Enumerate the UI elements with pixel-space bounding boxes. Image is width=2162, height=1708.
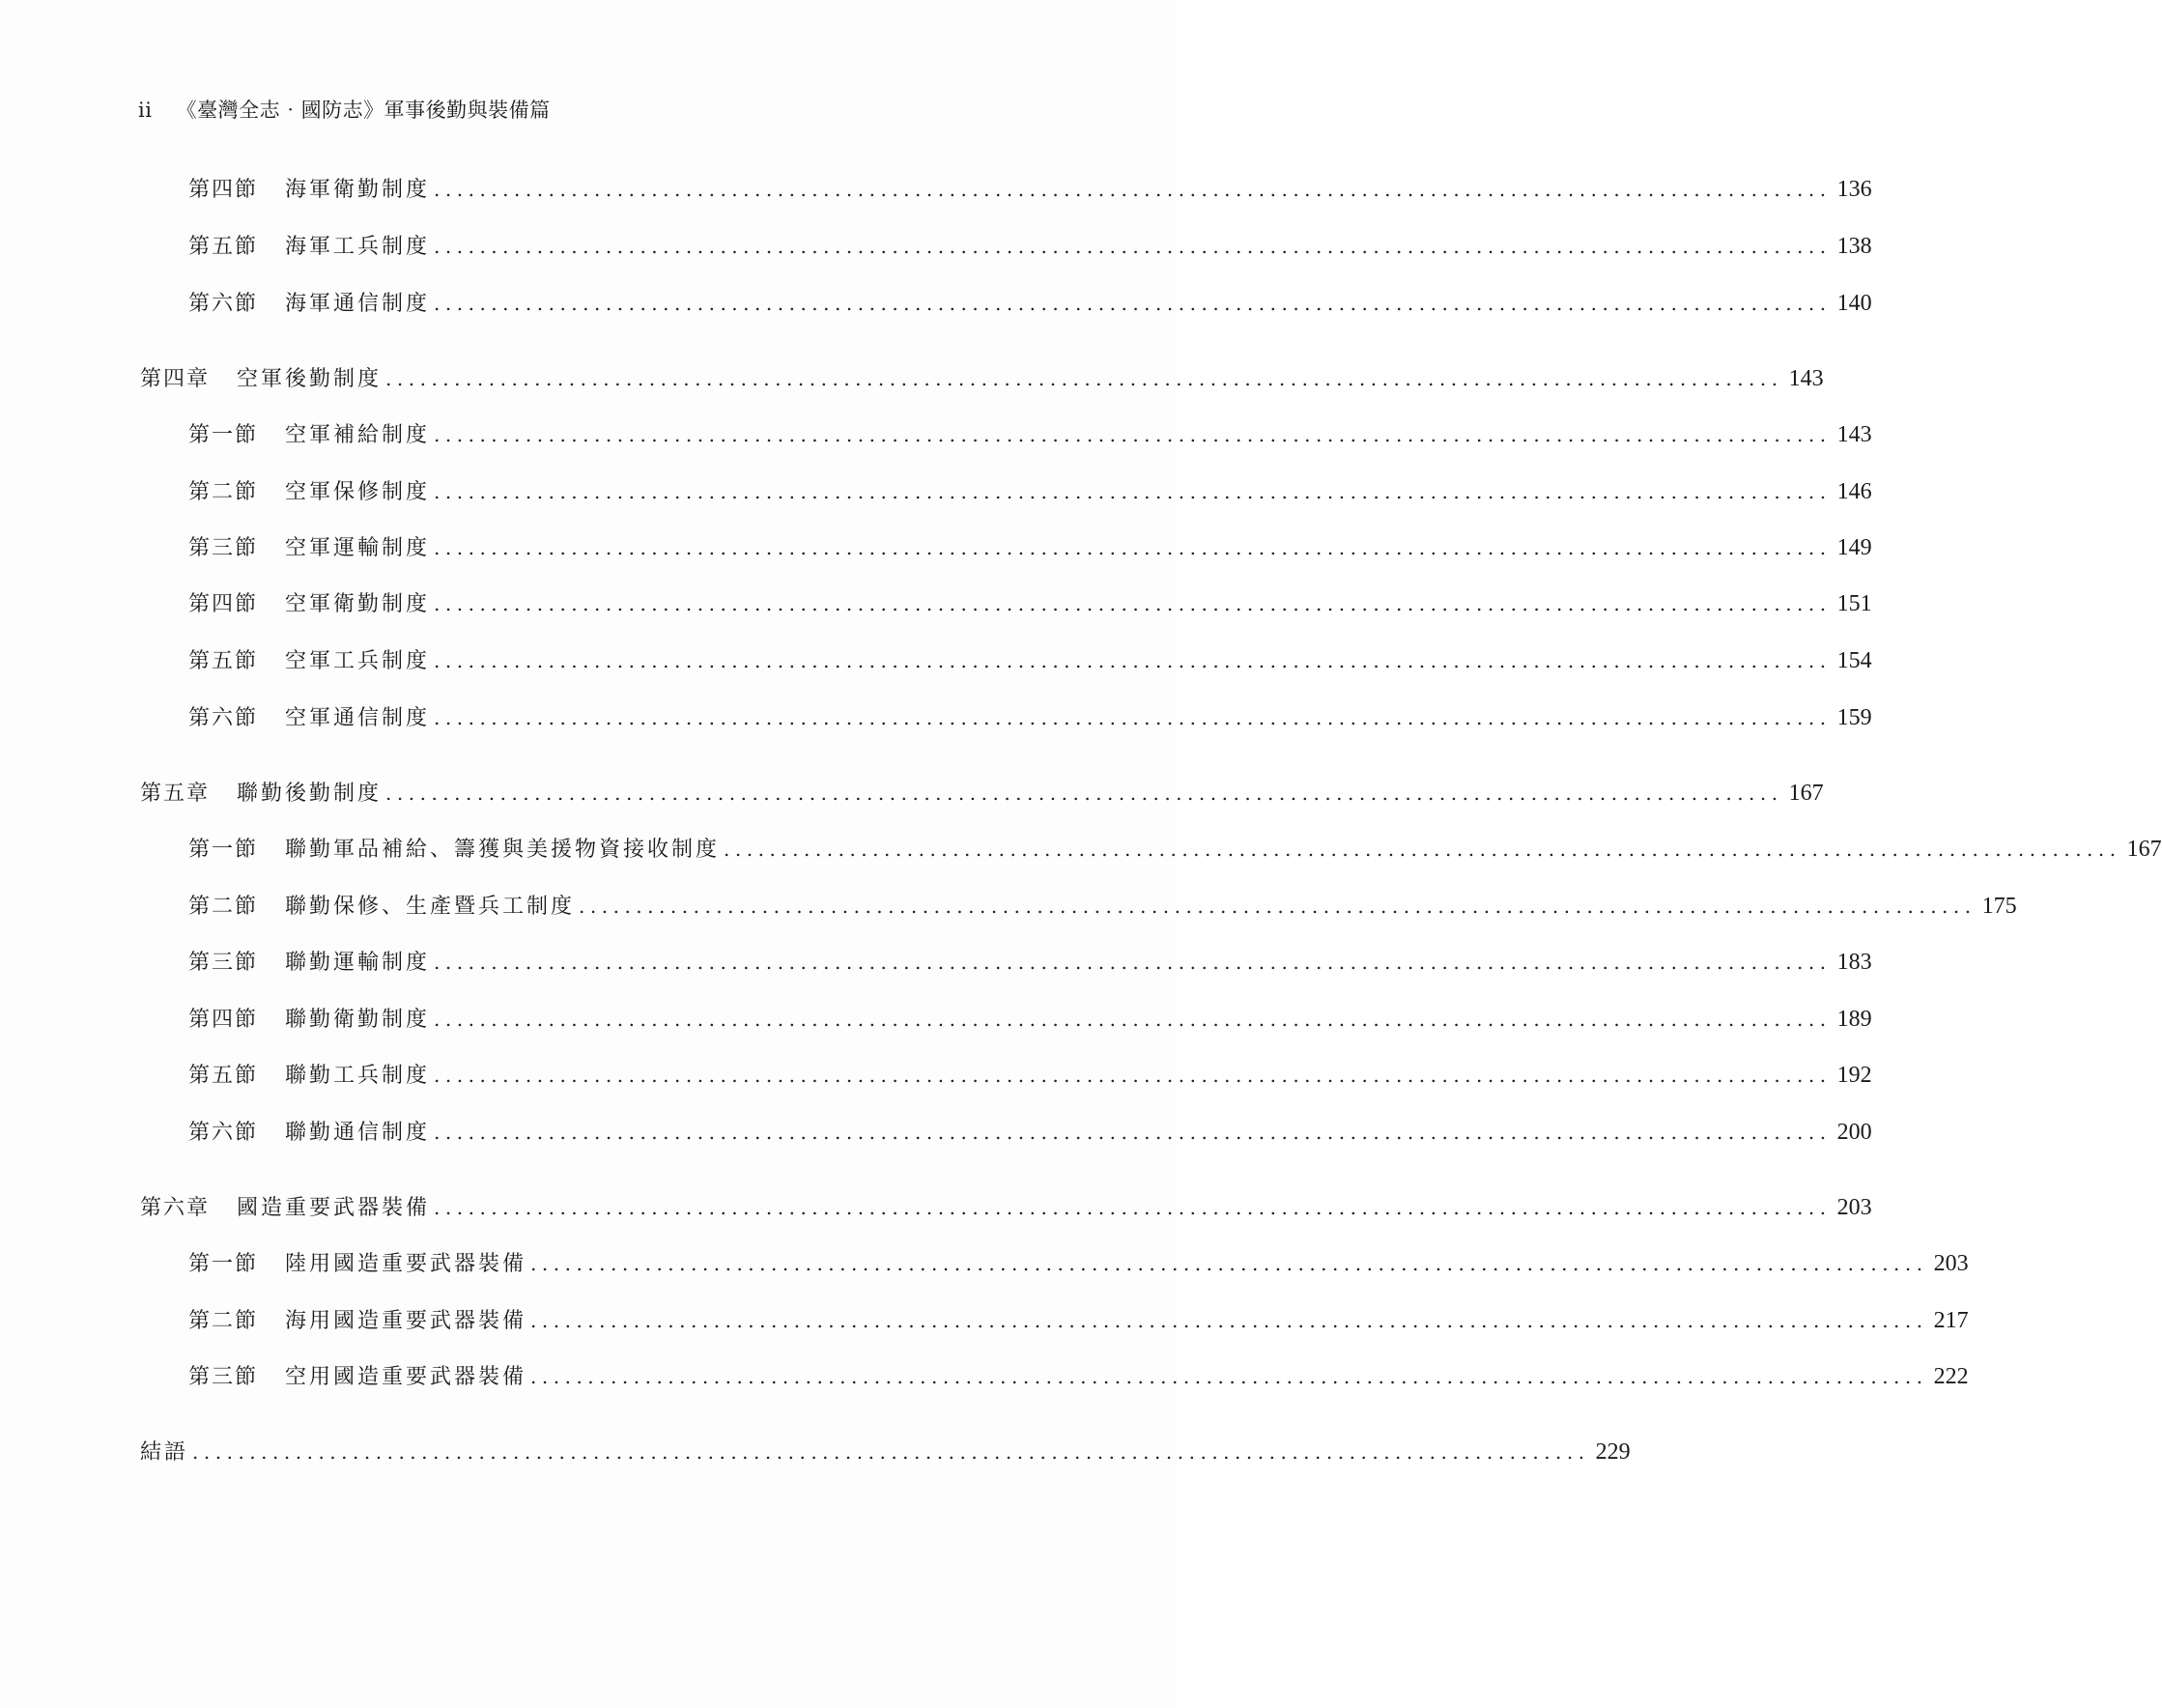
toc-entry-number: 第二節: [188, 1309, 259, 1333]
toc-section-entry: [188, 587, 1872, 620]
toc-entry-label: [188, 476, 430, 509]
toc-entry-number: 第四節: [188, 592, 259, 616]
dot-leader: ..........................................................................................................................: [434, 592, 1832, 615]
toc-entry-page: 183: [1836, 950, 1872, 975]
dot-leader: ..........................................................................................................................: [434, 1121, 1832, 1144]
dot-leader: ..........................................................................................................................: [434, 1196, 1832, 1219]
toc-entry-number: 第二節: [188, 480, 259, 504]
toc-entry-page: 154: [1836, 648, 1872, 673]
toc-entry-page: 151: [1836, 591, 1872, 616]
toc-section-entry: [188, 475, 1872, 508]
dot-leader: ..........................................................................................................................: [724, 838, 2121, 861]
toc-entry-title: 海軍通信制度: [285, 292, 431, 316]
toc-entry-label: [188, 834, 720, 867]
toc-entry-page: 140: [1836, 291, 1872, 316]
toc-entry-label: [188, 1361, 526, 1394]
dot-leader: ..........................................................................................................................: [434, 706, 1832, 729]
toc-entry-label: [188, 174, 430, 207]
toc-entry-label: [188, 288, 430, 321]
toc-entry-label: [188, 702, 430, 735]
toc-section-entry: [188, 287, 1872, 320]
toc-entry-title: 結語: [140, 1440, 189, 1465]
toc-entry-page: 146: [1836, 479, 1872, 504]
toc-entry-title: 空軍衛勤制度: [285, 592, 431, 616]
toc-entry-label: [188, 588, 430, 621]
dot-leader: ..........................................................................................................................: [385, 367, 1783, 390]
dot-leader: ..........................................................................................................................: [530, 1365, 1928, 1388]
dot-leader: ..........................................................................................................................: [579, 895, 1977, 918]
toc-entry-page: 200: [1836, 1120, 1872, 1145]
toc-section-entry: [188, 946, 1872, 979]
toc-entry-label: [188, 231, 430, 264]
toc-entry-title: 聯勤運輸制度: [285, 951, 431, 975]
toc-entry-title: 海用國造重要武器裝備: [285, 1309, 527, 1333]
toc-section-entry: [188, 890, 2017, 923]
toc-section-entry: [188, 701, 1872, 734]
dot-leader: ..........................................................................................................................: [434, 951, 1832, 974]
toc-entry-label: [188, 1060, 430, 1093]
toc-entry-page: 136: [1836, 177, 1872, 202]
dot-leader: ..........................................................................................................................: [434, 649, 1832, 672]
toc-entry-label: [188, 1117, 430, 1150]
toc-entry-number: 第一節: [188, 1252, 259, 1276]
toc-entry-page: 143: [1836, 422, 1872, 447]
dot-leader: ..........................................................................................................................: [192, 1440, 1590, 1464]
toc-entry-label: [188, 419, 430, 452]
toc-entry-title: 聯勤後勤制度: [237, 782, 383, 806]
toc-section-entry: [188, 1247, 1969, 1280]
toc-entry: [140, 1436, 1631, 1468]
dot-leader: ..........................................................................................................................: [434, 178, 1832, 201]
toc-entry-title: 空軍後勤制度: [237, 367, 383, 391]
toc-entry-page: 203: [1836, 1195, 1872, 1220]
toc-entry-title: 陸用國造重要武器裝備: [285, 1252, 527, 1276]
dot-leader: ..........................................................................................................................: [434, 480, 1832, 503]
toc-entry-label: [140, 363, 382, 396]
toc-entry-number: 第五章: [140, 782, 211, 806]
toc-section-entry: [188, 1116, 1872, 1149]
toc-entry-title: 聯勤保修、生產暨兵工制度: [285, 895, 576, 919]
toc-entry-page: 217: [1933, 1308, 1969, 1333]
toc-entry-number: 第五節: [188, 235, 259, 259]
dot-leader: ..........................................................................................................................: [434, 1064, 1832, 1087]
toc-section-entry: [188, 1003, 1872, 1036]
toc-entry-title: 海軍衛勤制度: [285, 178, 431, 202]
toc-entry-number: 第一節: [188, 838, 259, 862]
toc-entry-label: [188, 1248, 526, 1281]
toc-entry-number: 第四節: [188, 178, 259, 202]
toc-section-entry: [188, 1304, 1969, 1337]
toc-entry-page: 222: [1933, 1364, 1969, 1389]
toc-entry-number: 第五節: [188, 1064, 259, 1088]
toc-entry-title: 聯勤通信制度: [285, 1121, 431, 1145]
toc-entry-page: 149: [1836, 535, 1872, 560]
dot-leader: ..........................................................................................................................: [434, 536, 1832, 559]
toc-entry-page: 138: [1836, 234, 1872, 259]
toc-entry-title: 空軍工兵制度: [285, 649, 431, 673]
toc-entry-number: 第五節: [188, 649, 259, 673]
toc-chapter-entry: [140, 362, 1824, 395]
toc-entry-page: 203: [1933, 1251, 1969, 1276]
toc-entry-number: 第一節: [188, 423, 259, 447]
toc-entry-title: 聯勤軍品補給、籌獲與美援物資接收制度: [285, 838, 721, 862]
toc-entry-number: 第二節: [188, 895, 259, 919]
toc-section-entry: [188, 418, 1872, 451]
toc-entry-label: [140, 778, 382, 811]
toc-entry-label: [140, 1437, 188, 1469]
toc-section-entry: [188, 1059, 1872, 1092]
toc-chapter-entry: [140, 1191, 1872, 1224]
toc-entry-title: 空軍運輸制度: [285, 536, 431, 560]
toc-entry-page: 192: [1836, 1063, 1872, 1088]
toc-entry-label: [140, 1192, 430, 1225]
header-book-title: 《臺灣全志‧國防志》軍事後勤與裝備篇: [176, 99, 551, 122]
toc-entry-number: 第四章: [140, 367, 211, 391]
toc-entry-title: 聯勤衛勤制度: [285, 1008, 431, 1032]
toc-entry-label: [188, 891, 575, 924]
toc-entry-number: 第六節: [188, 706, 259, 730]
toc-entry-title: 空軍通信制度: [285, 706, 431, 730]
toc-entry-page: 229: [1595, 1439, 1631, 1465]
dot-leader: ..........................................................................................................................: [385, 782, 1783, 805]
toc-entry-title: 國造重要武器裝備: [237, 1196, 431, 1220]
toc-entry-label: [188, 645, 430, 678]
toc-entry-number: 第六章: [140, 1196, 211, 1220]
toc-entry-title: 空用國造重要武器裝備: [285, 1365, 527, 1389]
toc-entry-label: [188, 1004, 430, 1037]
toc-entry-label: [188, 532, 430, 565]
toc-entry-number: 第六節: [188, 292, 259, 316]
dot-leader: ..........................................................................................................................: [530, 1309, 1928, 1332]
toc-entry-title: 空軍保修制度: [285, 480, 431, 504]
toc-entry-page: 143: [1788, 366, 1824, 391]
toc-section-entry: [188, 531, 1872, 564]
toc-section-entry: [188, 644, 1872, 677]
dot-leader: ..........................................................................................................................: [434, 1008, 1832, 1031]
toc-entry-number: 第三節: [188, 1365, 259, 1389]
toc-section-entry: [188, 1360, 1969, 1393]
dot-leader: ..........................................................................................................................: [434, 423, 1832, 446]
toc-entry-number: 第三節: [188, 951, 259, 975]
toc-entry-page: 167: [2126, 837, 2162, 862]
toc-section-entry: [188, 230, 1872, 263]
toc-entry-label: [188, 947, 430, 980]
toc-entry-page: 167: [1788, 781, 1824, 806]
toc-entry-title: 聯勤工兵制度: [285, 1064, 431, 1088]
toc-entry-title: 空軍補給制度: [285, 423, 431, 447]
toc-entry-number: 第四節: [188, 1008, 259, 1032]
toc-entry-number: 第三節: [188, 536, 259, 560]
toc-entry-page: 159: [1836, 705, 1872, 730]
toc-section-entry: [188, 173, 1872, 206]
toc-entry-number: 第六節: [188, 1121, 259, 1145]
toc-chapter-entry: [140, 777, 1824, 810]
toc-entry-label: [188, 1305, 526, 1338]
dot-leader: ..........................................................................................................................: [434, 292, 1832, 315]
toc-section-entry: [188, 833, 2162, 866]
toc-entry-page: 175: [1981, 894, 2017, 919]
dot-leader: ..........................................................................................................................: [530, 1252, 1928, 1275]
toc-entry-page: 189: [1836, 1007, 1872, 1032]
toc-entry-title: 海軍工兵制度: [285, 235, 431, 259]
dot-leader: ..........................................................................................................................: [434, 235, 1832, 258]
header-page-number: ii: [138, 99, 153, 122]
